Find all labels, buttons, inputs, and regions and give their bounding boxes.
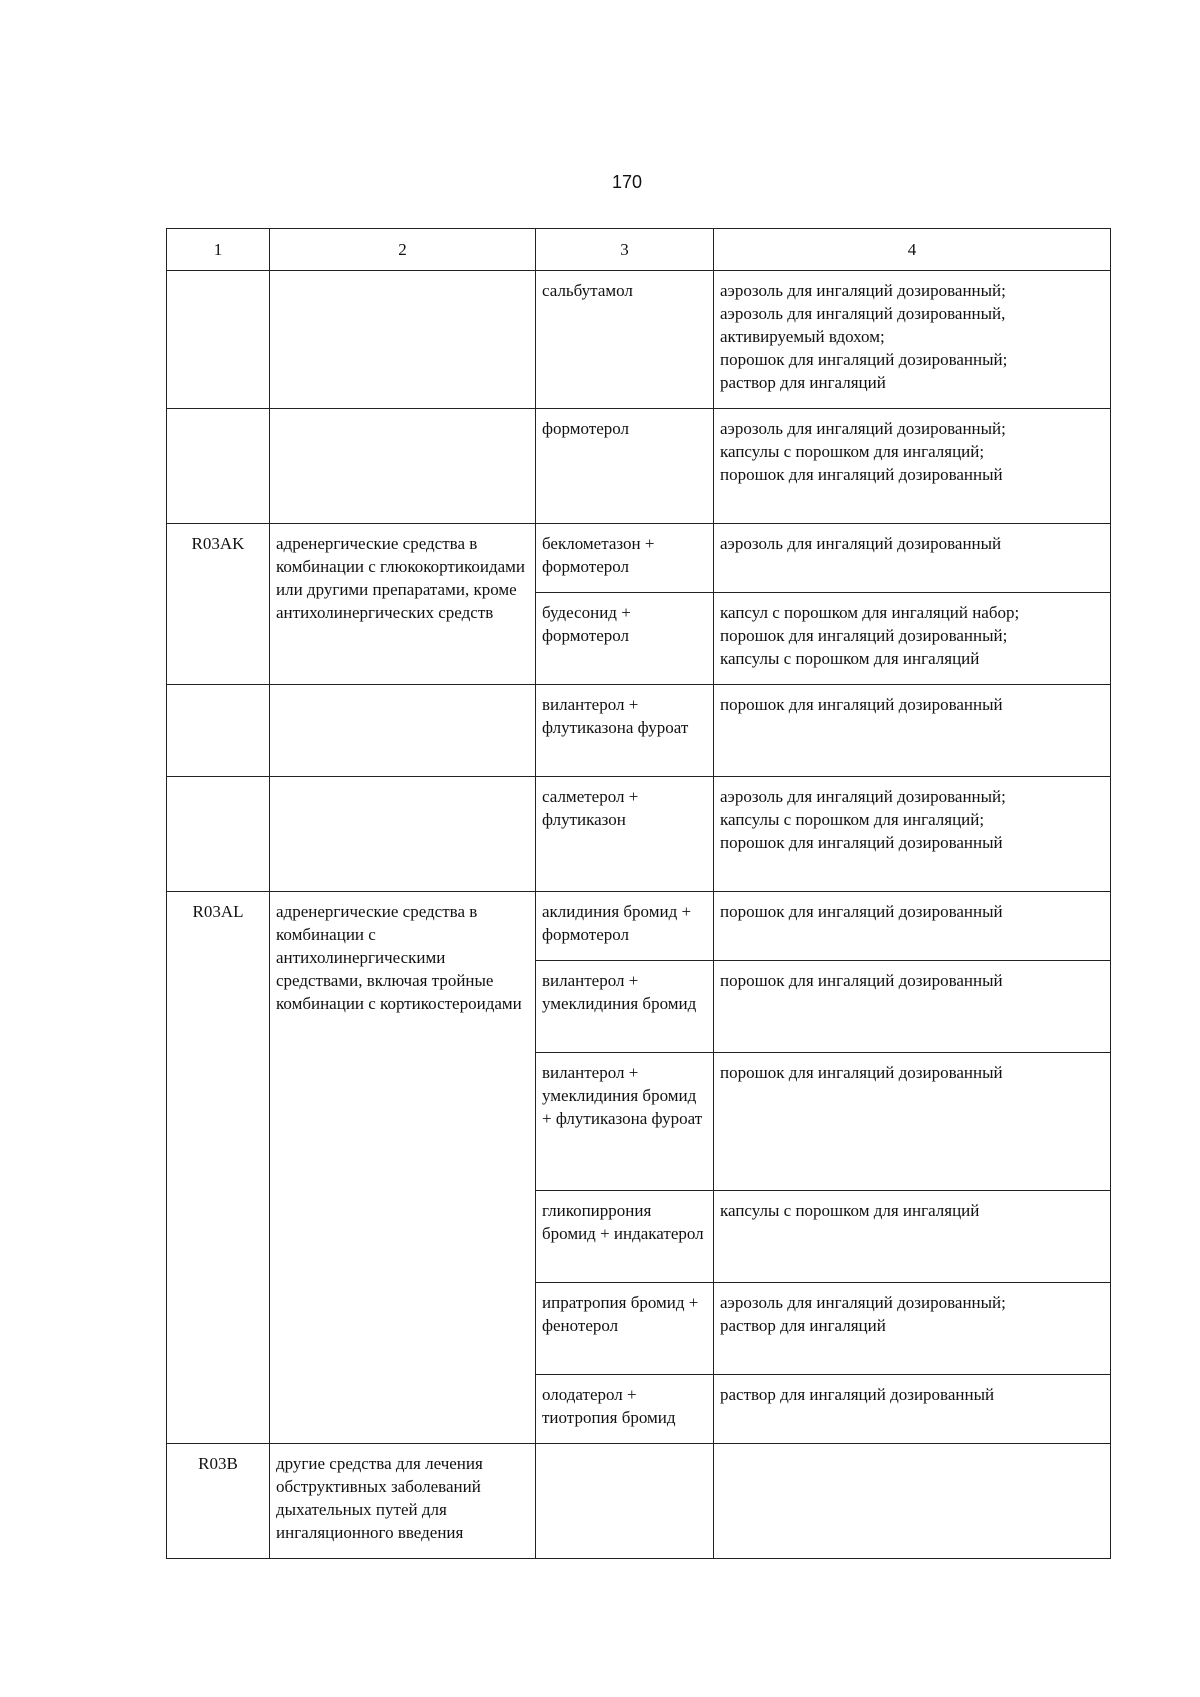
table-row bbox=[167, 524, 1111, 593]
dosage-form-cell: порошок для ингаляций дозированный bbox=[714, 685, 1111, 777]
dosage-form-cell: раствор для ингаляций дозированный bbox=[714, 1375, 1111, 1444]
atc-code-cell: R03B bbox=[167, 1444, 270, 1559]
drug-cell: гликопиррония бромид + индакатерол bbox=[536, 1191, 714, 1283]
dosage-form-cell: порошок для ингаляций дозированный bbox=[714, 892, 1111, 961]
drug-cell: вилантерол + умеклидиния бромид + флутиказона фуроат bbox=[536, 1053, 714, 1191]
column-header-3: 3 bbox=[536, 229, 714, 271]
group-name-cell: адренергические средства в комбинации с глюкокортикоидами или другими препаратами, кроме антихолинергических средств bbox=[270, 524, 536, 685]
group-cell bbox=[270, 409, 536, 524]
table-row bbox=[167, 271, 1111, 409]
column-header-2: 2 bbox=[270, 229, 536, 271]
dosage-form-cell: порошок для ингаляций дозированный bbox=[714, 1053, 1111, 1191]
drug-cell: вилантерол + флутиказона фуроат bbox=[536, 685, 714, 777]
drug-cell: олодатерол + тиотропия бромид bbox=[536, 1375, 714, 1444]
table-row bbox=[167, 409, 1111, 524]
dosage-form-cell: аэрозоль для ингаляций дозированный; капсулы с порошком для ингаляций; порошок для ингаляций дозированный bbox=[714, 409, 1111, 524]
column-header-4: 4 bbox=[714, 229, 1111, 271]
group-name-cell: другие средства для лечения обструктивных заболеваний дыхательных путей для ингаляционного введения bbox=[270, 1444, 536, 1559]
drug-cell: формотерол bbox=[536, 409, 714, 524]
dosage-form-cell: порошок для ингаляций дозированный bbox=[714, 961, 1111, 1053]
atc-code-cell: R03AK bbox=[167, 524, 270, 685]
drug-cell: ипратропия бромид + фенотерол bbox=[536, 1283, 714, 1375]
drug-cell: сальбутамол bbox=[536, 271, 714, 409]
atc-code-cell: R03AL bbox=[167, 892, 270, 1444]
drug-cell: салметерол + флутиказон bbox=[536, 777, 714, 892]
column-header-1: 1 bbox=[167, 229, 270, 271]
table-row bbox=[167, 892, 1111, 961]
group-cell bbox=[270, 777, 536, 892]
group-cell bbox=[270, 271, 536, 409]
code-cell bbox=[167, 409, 270, 524]
code-cell bbox=[167, 271, 270, 409]
dosage-form-cell: аэрозоль для ингаляций дозированный; аэрозоль для ингаляций дозированный, активируемый вдохом; порошок для ингаляций дозированный; раствор для ингаляций bbox=[714, 271, 1111, 409]
dosage-form-cell: аэрозоль для ингаляций дозированный; раствор для ингаляций bbox=[714, 1283, 1111, 1375]
drug-cell: будесонид + формотерол bbox=[536, 593, 714, 685]
drug-cell bbox=[536, 1444, 714, 1559]
dosage-form-cell: капсул с порошком для ингаляций набор; порошок для ингаляций дозированный; капсулы с порошком для ингаляций bbox=[714, 593, 1111, 685]
table-row bbox=[167, 685, 1111, 777]
group-cell bbox=[270, 685, 536, 777]
drug-cell: беклометазон + формотерол bbox=[536, 524, 714, 593]
page-number: 170 bbox=[611, 172, 643, 192]
table-row bbox=[167, 777, 1111, 892]
drug-table bbox=[166, 228, 1111, 1559]
code-cell bbox=[167, 685, 270, 777]
code-cell bbox=[167, 777, 270, 892]
group-name-cell: адренергические средства в комбинации с антихолинергическими средствами, включая тройные комбинации с кортикостероидами bbox=[270, 892, 536, 1444]
dosage-form-cell: капсулы с порошком для ингаляций bbox=[714, 1191, 1111, 1283]
dosage-form-cell: аэрозоль для ингаляций дозированный bbox=[714, 524, 1111, 593]
table-row bbox=[167, 1444, 1111, 1559]
drug-cell: аклидиния бромид + формотерол bbox=[536, 892, 714, 961]
drug-cell: вилантерол + умеклидиния бромид bbox=[536, 961, 714, 1053]
dosage-form-cell bbox=[714, 1444, 1111, 1559]
dosage-form-cell: аэрозоль для ингаляций дозированный; капсулы с порошком для ингаляций; порошок для ингаляций дозированный bbox=[714, 777, 1111, 892]
table-header-row bbox=[167, 229, 1111, 271]
